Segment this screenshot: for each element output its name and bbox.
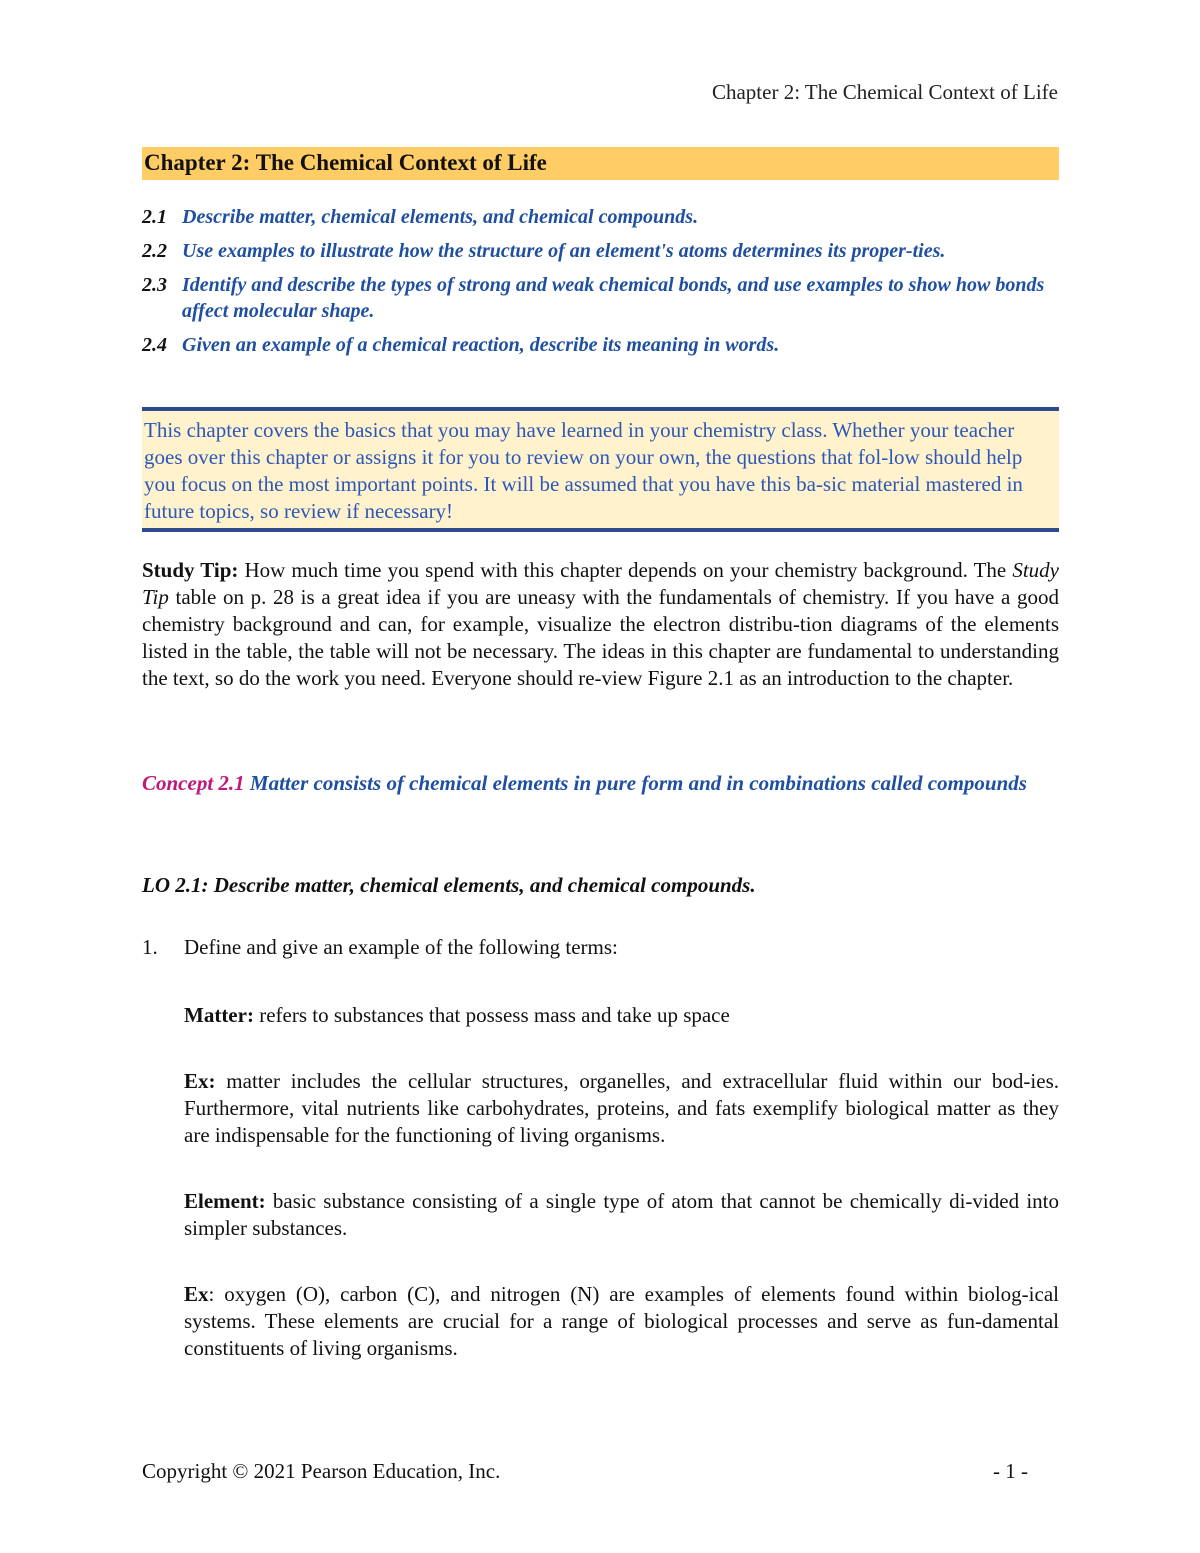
term-example bbox=[184, 1068, 1059, 1149]
question-item bbox=[142, 935, 1059, 960]
objective-number: 2.2 bbox=[142, 240, 167, 262]
question-text: Define and give an example of the following terms: bbox=[184, 935, 618, 959]
term-text: refers to substances that possess mass and take up space bbox=[253, 1003, 730, 1027]
footer-copyright: Copyright © 2021 Pearson Education, Inc. bbox=[142, 1459, 501, 1483]
term-example bbox=[184, 1281, 1059, 1362]
objective-text: Given an example of a chemical reaction, describe its meaning in words. bbox=[182, 334, 780, 356]
concept-text: Matter consists of chemical elements in pure form and in combinations called compounds bbox=[244, 771, 1027, 795]
objective-text: Describe matter, chemical elements, and chemical compounds. bbox=[182, 206, 699, 228]
running-header: Chapter 2: The Chemical Context of Life bbox=[711, 80, 1058, 104]
term-text: : oxygen (O), carbon (C), and nitrogen (N) are examples of elements found within biolog-ical systems. These elements are crucial for a range of biological processes and serve as fun-damental constituents of living organisms. bbox=[184, 1282, 1059, 1360]
study-tip-label: Study Tip: bbox=[142, 558, 239, 582]
intro-callout: This chapter covers the basics that you may have learned in your chemistry class. Whether your teacher goes over this chapter or assigns it for you to review on your own, the questions that fol-low should help you focus on the most important points. It will be assumed that you have this ba-sic material mastered in future topics, so review if necessary! bbox=[142, 407, 1059, 532]
study-tip-paragraph bbox=[142, 557, 1059, 692]
term-text: matter includes the cellular structures, organelles, and extracellular fluid within our bod-ies. Furthermore, vital nutrients like carbohydrates, proteins, and fats exemplify biological matter as they are indispensable for the functioning of living organisms. bbox=[184, 1069, 1059, 1147]
learning-objectives bbox=[142, 204, 1059, 366]
term-label: Matter: bbox=[184, 1003, 254, 1027]
study-tip-italic: Study Tip bbox=[142, 558, 1059, 609]
term-label: Element: bbox=[184, 1189, 266, 1213]
term-definition bbox=[184, 1002, 1059, 1029]
concept-heading bbox=[142, 770, 1059, 797]
term-label: Ex bbox=[184, 1282, 209, 1306]
objective-text: Use examples to illustrate how the structure of an element's atoms determines its proper-ties. bbox=[182, 240, 946, 262]
objective-item bbox=[142, 238, 1059, 264]
term-text: basic substance consisting of a single type of atom that cannot be chemically di-vided into simpler substances. bbox=[184, 1189, 1059, 1240]
study-tip-text-cont: table on p. 28 is a great idea if you are uneasy with the fundamentals of chemistry. If you have a good chemistry background and can, for example, visualize the electron distribu-tion diagrams of the elements listed in the table, the table will not be necessary. The ideas in this chapter are fundamental to understanding the text, so do the work you need. Everyone should re-view Figure 2.1 as an introduction to the chapter. bbox=[142, 585, 1059, 690]
objective-number: 2.3 bbox=[142, 274, 167, 296]
objective-item bbox=[142, 332, 1059, 358]
objective-item bbox=[142, 204, 1059, 230]
footer-page-number: - 1 - bbox=[993, 1459, 1028, 1483]
study-tip-text: How much time you spend with this chapter depends on your chemistry background. The bbox=[238, 558, 1013, 582]
question-number: 1. bbox=[142, 935, 158, 959]
lo-heading: LO 2.1: Describe matter, chemical elements, and chemical compounds. bbox=[142, 873, 756, 897]
term-label: Ex: bbox=[184, 1069, 216, 1093]
term-definition bbox=[184, 1188, 1059, 1242]
chapter-title: Chapter 2: The Chemical Context of Life bbox=[142, 147, 1059, 180]
concept-label: Concept 2.1 bbox=[142, 771, 245, 795]
objective-text: Identify and describe the types of strong and weak chemical bonds, and use examples to show how bonds affect molecular shape. bbox=[182, 274, 1045, 322]
objective-number: 2.1 bbox=[142, 206, 167, 228]
objective-number: 2.4 bbox=[142, 334, 167, 356]
objective-item bbox=[142, 272, 1059, 324]
